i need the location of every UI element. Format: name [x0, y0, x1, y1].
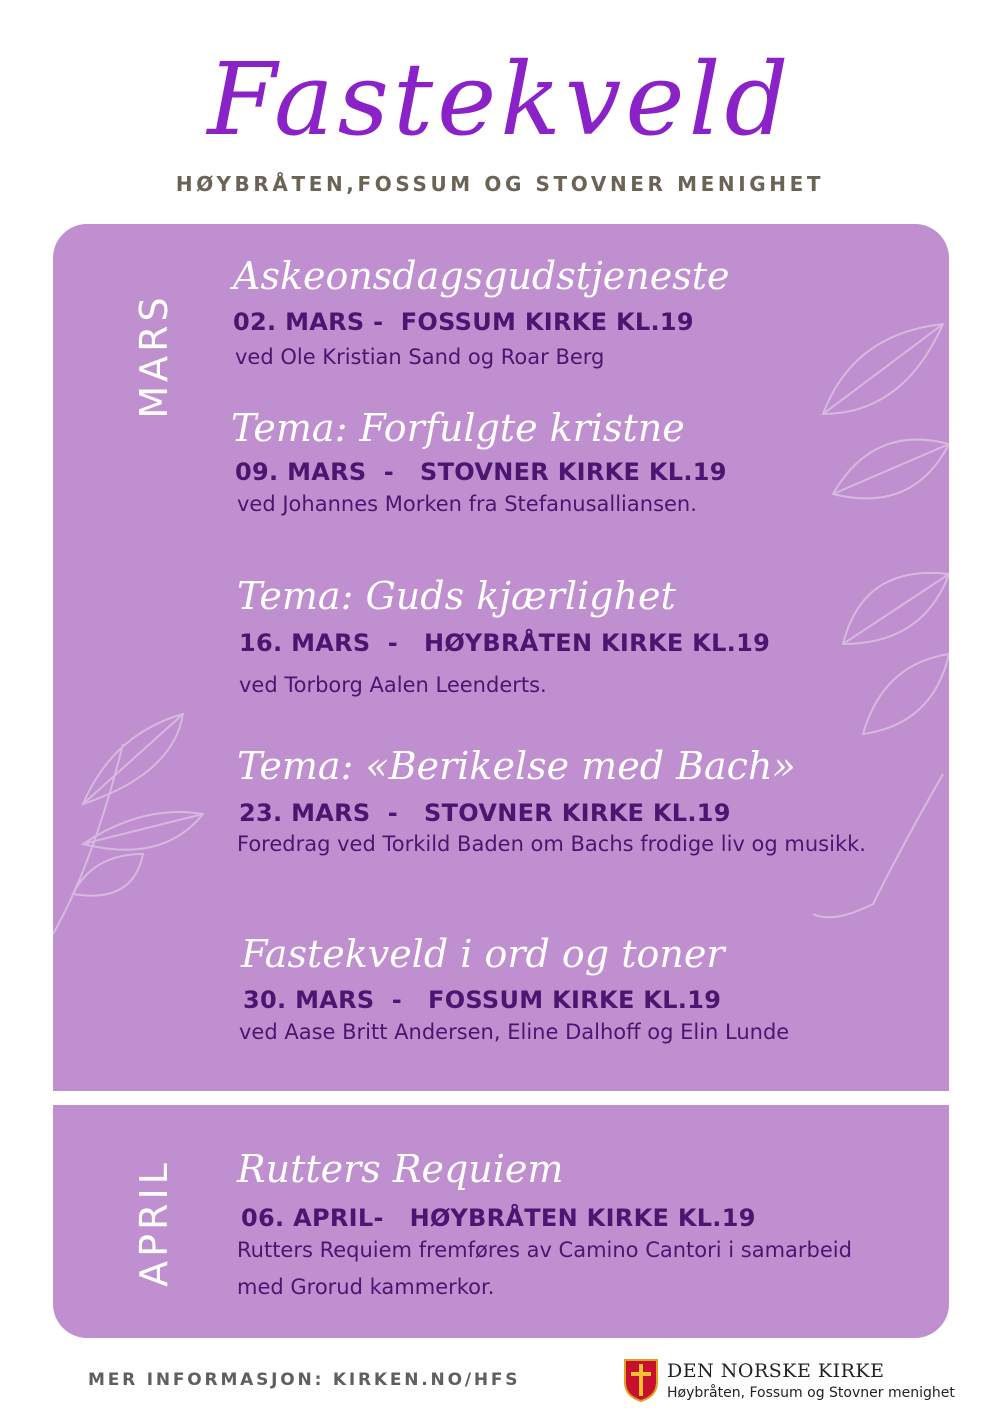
month-label-april: APRIL — [132, 1159, 176, 1287]
more-info-link[interactable]: MER INFORMASJON: KIRKEN.NO/HFS — [88, 1370, 521, 1390]
leaf-decoration-left — [53, 704, 213, 944]
event-title: Rutters Requiem — [237, 1147, 564, 1191]
event-title: Tema: «Berikelse med Bach» — [237, 744, 796, 788]
event-title: Tema: Forfulgte kristne — [231, 406, 685, 450]
event-date: 23. MARS - STOVNER KIRKE KL.19 — [239, 799, 731, 827]
logo-name: DEN NORSKE KIRKE — [667, 1360, 885, 1382]
poster-title: Fastekveld — [207, 41, 793, 158]
event-title: Askeonsdagsgudstjeneste — [233, 254, 730, 298]
event-description: ved Aase Britt Andersen, Eline Dalhoff og Elin Lunde — [239, 1020, 790, 1044]
event-description: ved Torborg Aalen Leenderts. — [239, 673, 547, 697]
event-date: 02. MARS - FOSSUM KIRKE KL.19 — [233, 308, 694, 336]
event-title: Fastekveld i ord og toner — [241, 932, 725, 976]
event-description: ved Ole Kristian Sand og Roar Berg — [235, 345, 605, 369]
event-date: 09. MARS - STOVNER KIRKE KL.19 — [235, 458, 727, 486]
april-panel — [53, 1105, 949, 1338]
month-label-mars: MARS — [132, 293, 176, 419]
event-date: 30. MARS - FOSSUM KIRKE KL.19 — [243, 986, 722, 1014]
event-title: Tema: Guds kjærlighet — [237, 574, 676, 618]
event-description: Foredrag ved Torkild Baden om Bachs frodige liv og musikk. — [237, 832, 866, 856]
event-date: 06. APRIL- HØYBRÅTEN KIRKE KL.19 — [241, 1204, 756, 1232]
event-description: ved Johannes Morken fra Stefanusalliansen. — [237, 492, 697, 516]
poster-subtitle: HØYBRÅTEN,FOSSUM OG STOVNER MENIGHET — [175, 172, 825, 196]
event-date: 16. MARS - HØYBRÅTEN KIRKE KL.19 — [239, 629, 771, 657]
event-description: Rutters Requiem fremføres av Camino Cantori i samarbeid med Grorud kammerkor. — [237, 1238, 852, 1299]
logo-subtitle: Høybråten, Fossum og Stovner menighet — [667, 1385, 955, 1401]
church-logo-icon — [623, 1358, 659, 1402]
mars-panel — [53, 224, 949, 1091]
